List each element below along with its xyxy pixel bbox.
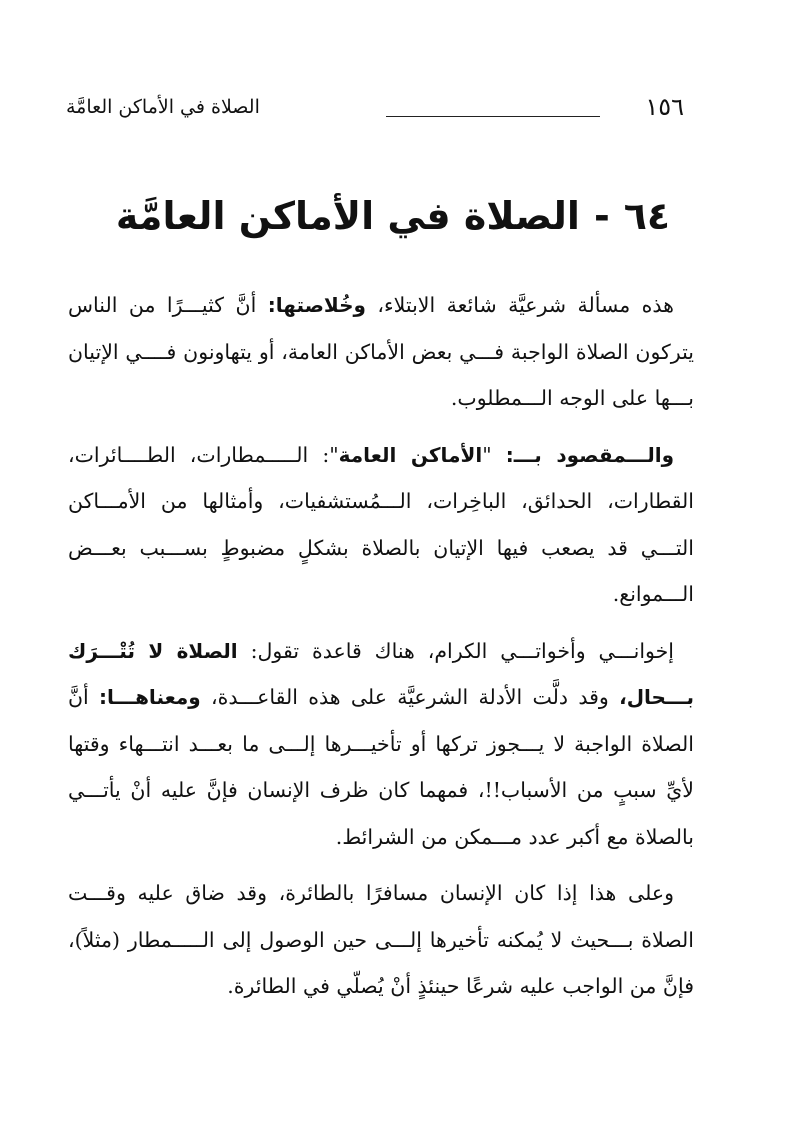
chapter-number: ٦٤ <box>623 194 671 238</box>
paragraph-4 <box>68 870 694 1010</box>
chapter-dash: - <box>593 194 610 238</box>
p1-bold-summary: وخُلاصتها: <box>267 293 366 317</box>
p4-text: وعلى هذا إذا كان الإنسان مسافرًا بالطائرة، وقد ضاق عليه وقـــت الصلاة بـــحيث لا يُمكنه تأخيرها إلـــى حين الوصول إلى الـــــمطار (مثلاً)، فإنَّ من الواجب عليه شرعًا حينئذٍ أنْ يُصلّي في الطائرة. <box>68 881 694 998</box>
p3-text-a: إخوانـــي وأخواتـــي الكرام، هناك قاعدة تقول: <box>237 638 674 663</box>
header-rule <box>386 116 600 117</box>
p2-text-d: ": الـــــمطارات، الطــــائرات، القطارات، الحدائق، الباخِرات، الـــمُستشفيات، وأمثالها من الأمـــاكن التـــي قد يصعب فيها الإتيان بالصلاة بشكلٍ مضبوطٍ بســـبب بعـــض الـــموانع. <box>68 442 694 606</box>
p1-text-c: أنَّ كثيـــرًا من الناس يتركون الصلاة الواجبة فـــي بعض الأماكن العامة، أو يتهاونون فــــي الإتيان بـــها على الوجه الـــمطلوب. <box>68 293 694 410</box>
running-header <box>66 92 684 122</box>
paragraph-1 <box>68 282 694 422</box>
p2-quote-open: " <box>482 442 506 467</box>
body-text <box>68 282 694 1020</box>
chapter-heading <box>100 180 686 252</box>
p2-bold-intended: والـــمقصود بـــ: <box>505 442 674 467</box>
p3-text-e: أنَّ الصلاة الواجبة لا يـــجوز تركها أو تأخيـــرها إلـــى ما بعـــد انتـــهاء وقتها لأيِّ سببٍ من الأسباب!!، فمهما كان ظرف الإنسان فإنَّ عليه أنْ يأتـــي بالصلاة مع أكبر عدد مـــمكن من الشرائط. <box>68 685 694 849</box>
p1-text-a: هذه مسألة شرعيَّة شائعة الابتلاء، <box>365 293 674 317</box>
chapter-title: الصلاة في الأماكن العامَّة <box>115 194 580 238</box>
paragraph-2 <box>68 432 694 618</box>
p3-bold-meaning: ومعناهـــا: <box>99 685 201 709</box>
p3-bold-rule: الصلاة لا تُتْـــرَك بـــحال، <box>68 638 694 709</box>
p2-bold-public-places: الأماكن العامة <box>338 442 483 467</box>
p3-text-c: وقد دلَّت الأدلة الشرعيَّة على هذه القاعـــدة، <box>200 685 620 709</box>
paragraph-3 <box>68 628 694 861</box>
page-number: ١٥٦ <box>645 93 684 121</box>
running-title: الصلاة في الأماكن العامَّة <box>66 96 260 118</box>
